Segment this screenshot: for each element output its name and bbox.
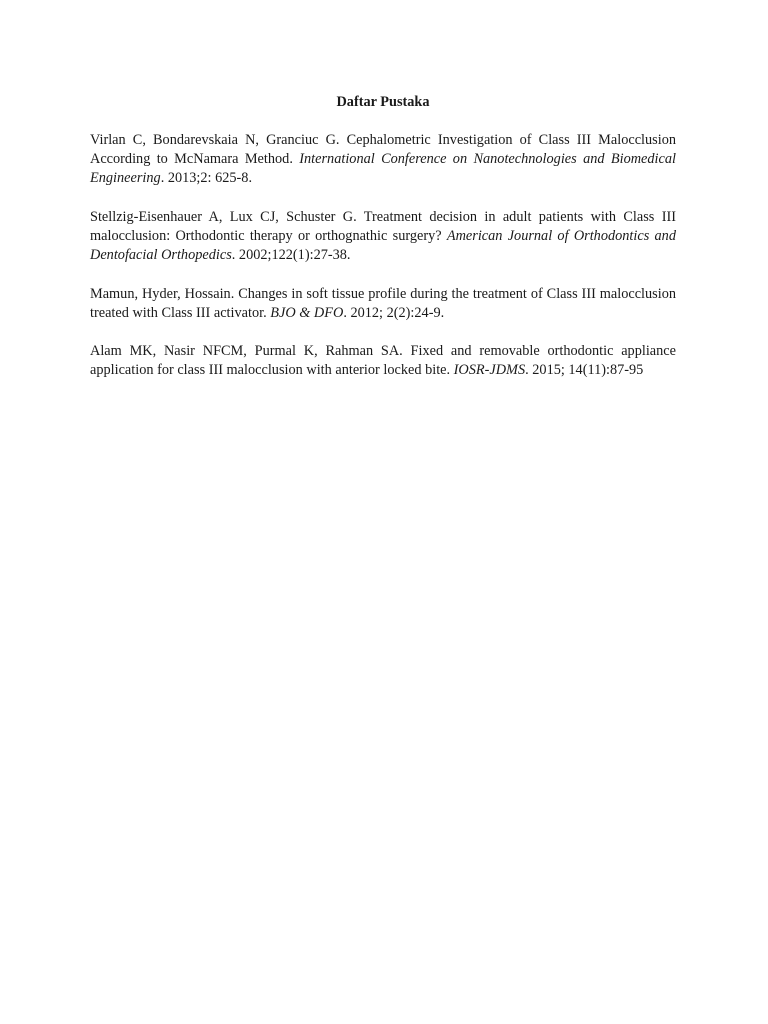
reference-journal: International Conference on Nanotechnologies and Biomedical Engineering [90, 151, 676, 187]
reference-item [90, 131, 676, 189]
reference-journal: American Journal of Orthodontics and Dentofacial Orthopedics [90, 228, 676, 264]
page-title: Daftar Pustaka [336, 94, 430, 110]
reference-journal: BJO & DFO [270, 304, 344, 321]
reference-list [90, 131, 676, 400]
reference-details: . 2015; 14(11):87-95 [525, 362, 644, 379]
document-page [90, 0, 676, 1024]
reference-authors: Alam MK, Nasir NFCM, Purmal K, Rahman SA. Fixed and removable orthodontic appliance application for class III malocclusion with anterior locked bite. [90, 343, 676, 379]
reference-journal: IOSR-JDMS [453, 362, 526, 379]
reference-item [90, 208, 676, 266]
reference-details: . 2002;122(1):27-38. [231, 247, 351, 264]
reference-item [90, 285, 676, 323]
reference-details: . 2012; 2(2):24-9. [343, 304, 445, 321]
reference-authors: Virlan C, Bondarevskaia N, Granciuc G. Cephalometric Investigation of Class III Malocclusion According to McNamara Method. [90, 132, 676, 168]
reference-item [90, 342, 676, 380]
reference-details: . 2013;2: 625-8. [160, 170, 253, 187]
reference-authors: Stellzig-Eisenhauer A, Lux CJ, Schuster G. Treatment decision in adult patients with Class III malocclusion: Orthodontic therapy or orthognathic surgery? [90, 208, 676, 244]
reference-authors: Mamun, Hyder, Hossain. Changes in soft tissue profile during the treatment of Class III malocclusion treated with Class III activator. [90, 285, 676, 321]
